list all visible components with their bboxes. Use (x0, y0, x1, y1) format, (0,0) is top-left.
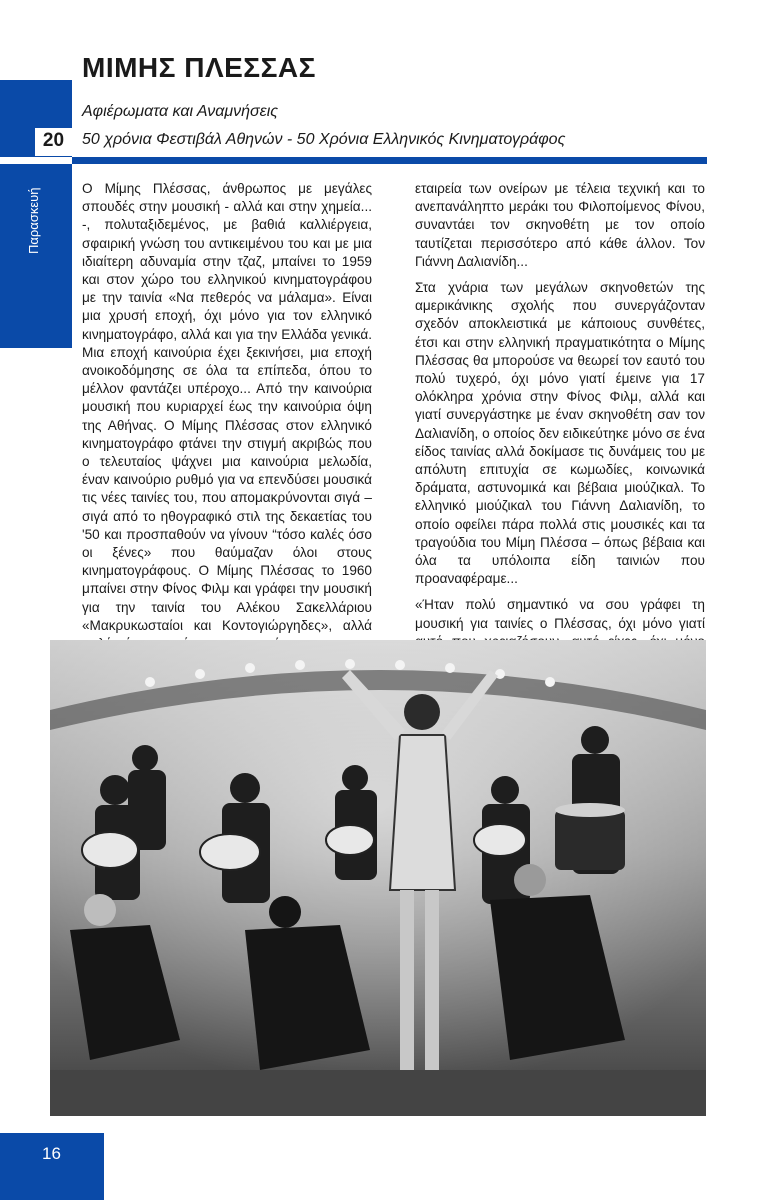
article-title: ΜΙΜΗΣ ΠΛΕΣΣΑΣ (82, 52, 316, 83)
paragraph: εταιρεία των ονείρων με τέλεια τεχνική και το ανεπανάληπτο μεράκι του Φιλοποίμενος Φίνου, συναντάει τον σκηνοθέτη με τον οποίο ταυτίζεται περισσότερο από κάθε άλλον. Τον Γιάννη Δαλιανίδη... (415, 181, 705, 269)
subtitle-line-1: Αφιέρωματα και Αναμνήσεις (82, 103, 279, 120)
paragraph: Στα χνάρια των μεγάλων σκηνοθετών της αμερικάνικης σχολής που συνεργάζονταν σχεδόν αποκλειστικά με κάποιους συνθέτες, έτσι και στην ελληνική πραγματικότητα ο Μίμης Πλέσσας θα μπορούσε να θεωρεί τον εαυτό του πολύ τυχερό, όχι μόνο γιατί έμεινε για 17 ολόκληρα χρόνια στην Φίνος Φιλμ, αλλά και γιατί συνεργάστηκε με έναν σκηνοθέτη σαν τον Δαλιανίδη, ο οποίος δεν ειδικεύτηκε μόνο σε ένα είδος ταινίας αλλά δοκίμασε τις δυνάμεις του με απόλυτη επιτυχία σε κωμωδίες, κοινωνικά δράματα, αστυνομικά και βέβαια μιούζικαλ. Το ελληνικό μιούζικαλ του Γιάννη Δαλιανίδη, το οποίο οφείλει πάρα πολλά στις μουσικές και τα τραγούδια του Μίμη Πλέσσα – όπως βέβαια και όλα τα υπόλοιπα είδη ταινιών που προαναφέραμε... (415, 280, 705, 587)
film-still-photo (50, 640, 706, 1116)
paragraph: Ο Μίμης Πλέσσας, άνθρωπος με μεγάλες σπουδές στην μουσική - αλλά και στην χημεία... -, πολυταξιδεμένος, με βαθιά καλλιέργεια, σφαιρική γνώση του αντικειμένου του και με μια ιδιαίτερη αδυναμία στην τζαζ, μπαίνει το 1959 και στον χώρο του ελληνικού κινηματογράφου με την ταινία «Να πεθερός να μάλαμα». Είναι μια χρυσή εποχή, όχι μόνο για τον ελληνικό κινηματογράφο, αλλά και για την Ελλάδα γενικά. Μια εποχή καινούρια έχει ξεκινήσει, μια εποχή ανοικοδόμησης σε όλα τα επίπεδα, όπου το μέλλον φαντάζει υπέροχο... Από την καινούρια μουσική που κυριαρχεί έως την καινούρια όψη της Αθήνας. Ο Μίμης Πλέσσας στον ελληνικό κινηματογράφο φτάνει την στιγμή ακριβώς που ο τελευταίος ψάχνει μια καινούρια μελωδία, έναν καινούριο ρυθμό για να επενδύσει μουσικά τις νέες ταινίες του, που απομακρύνονται σιγά – σιγά από το ηθογραφικό στιλ της δεκαετίας του '50 και προσπαθούν να γίνουν “τόσο καλές όσο οι ξένες» που θαύμαζαν όλοι στους κινηματογράφους. Ο Μίμης Πλέσσας το 1960 μπαίνει στην Φίνος Φιλμ και γράφει την μουσική για την ταινία του Αλέκου Σακελλάριου «Μακρυκωσταίοι και Κοντογιώργηδες», αλλά (82, 181, 372, 633)
subtitle-line-2: 50 χρόνια Φεστιβάλ Αθηνών - 50 Χρόνια Ελληνικός Κινηματογράφος (82, 131, 566, 148)
header-rule (72, 157, 707, 164)
paragraph: «Ήταν πολύ σημαντικό να σου γράφει τη μουσική για ταινίες ο Πλέσσας, όχι μόνο γιατί (415, 597, 705, 631)
article-column-left (82, 180, 372, 661)
photo-illustration (50, 640, 706, 1116)
side-label: Παρασκευή (26, 187, 41, 254)
section-number: 20 (42, 130, 65, 151)
article-column-right (415, 180, 705, 677)
page-number: 16 (42, 1144, 61, 1163)
